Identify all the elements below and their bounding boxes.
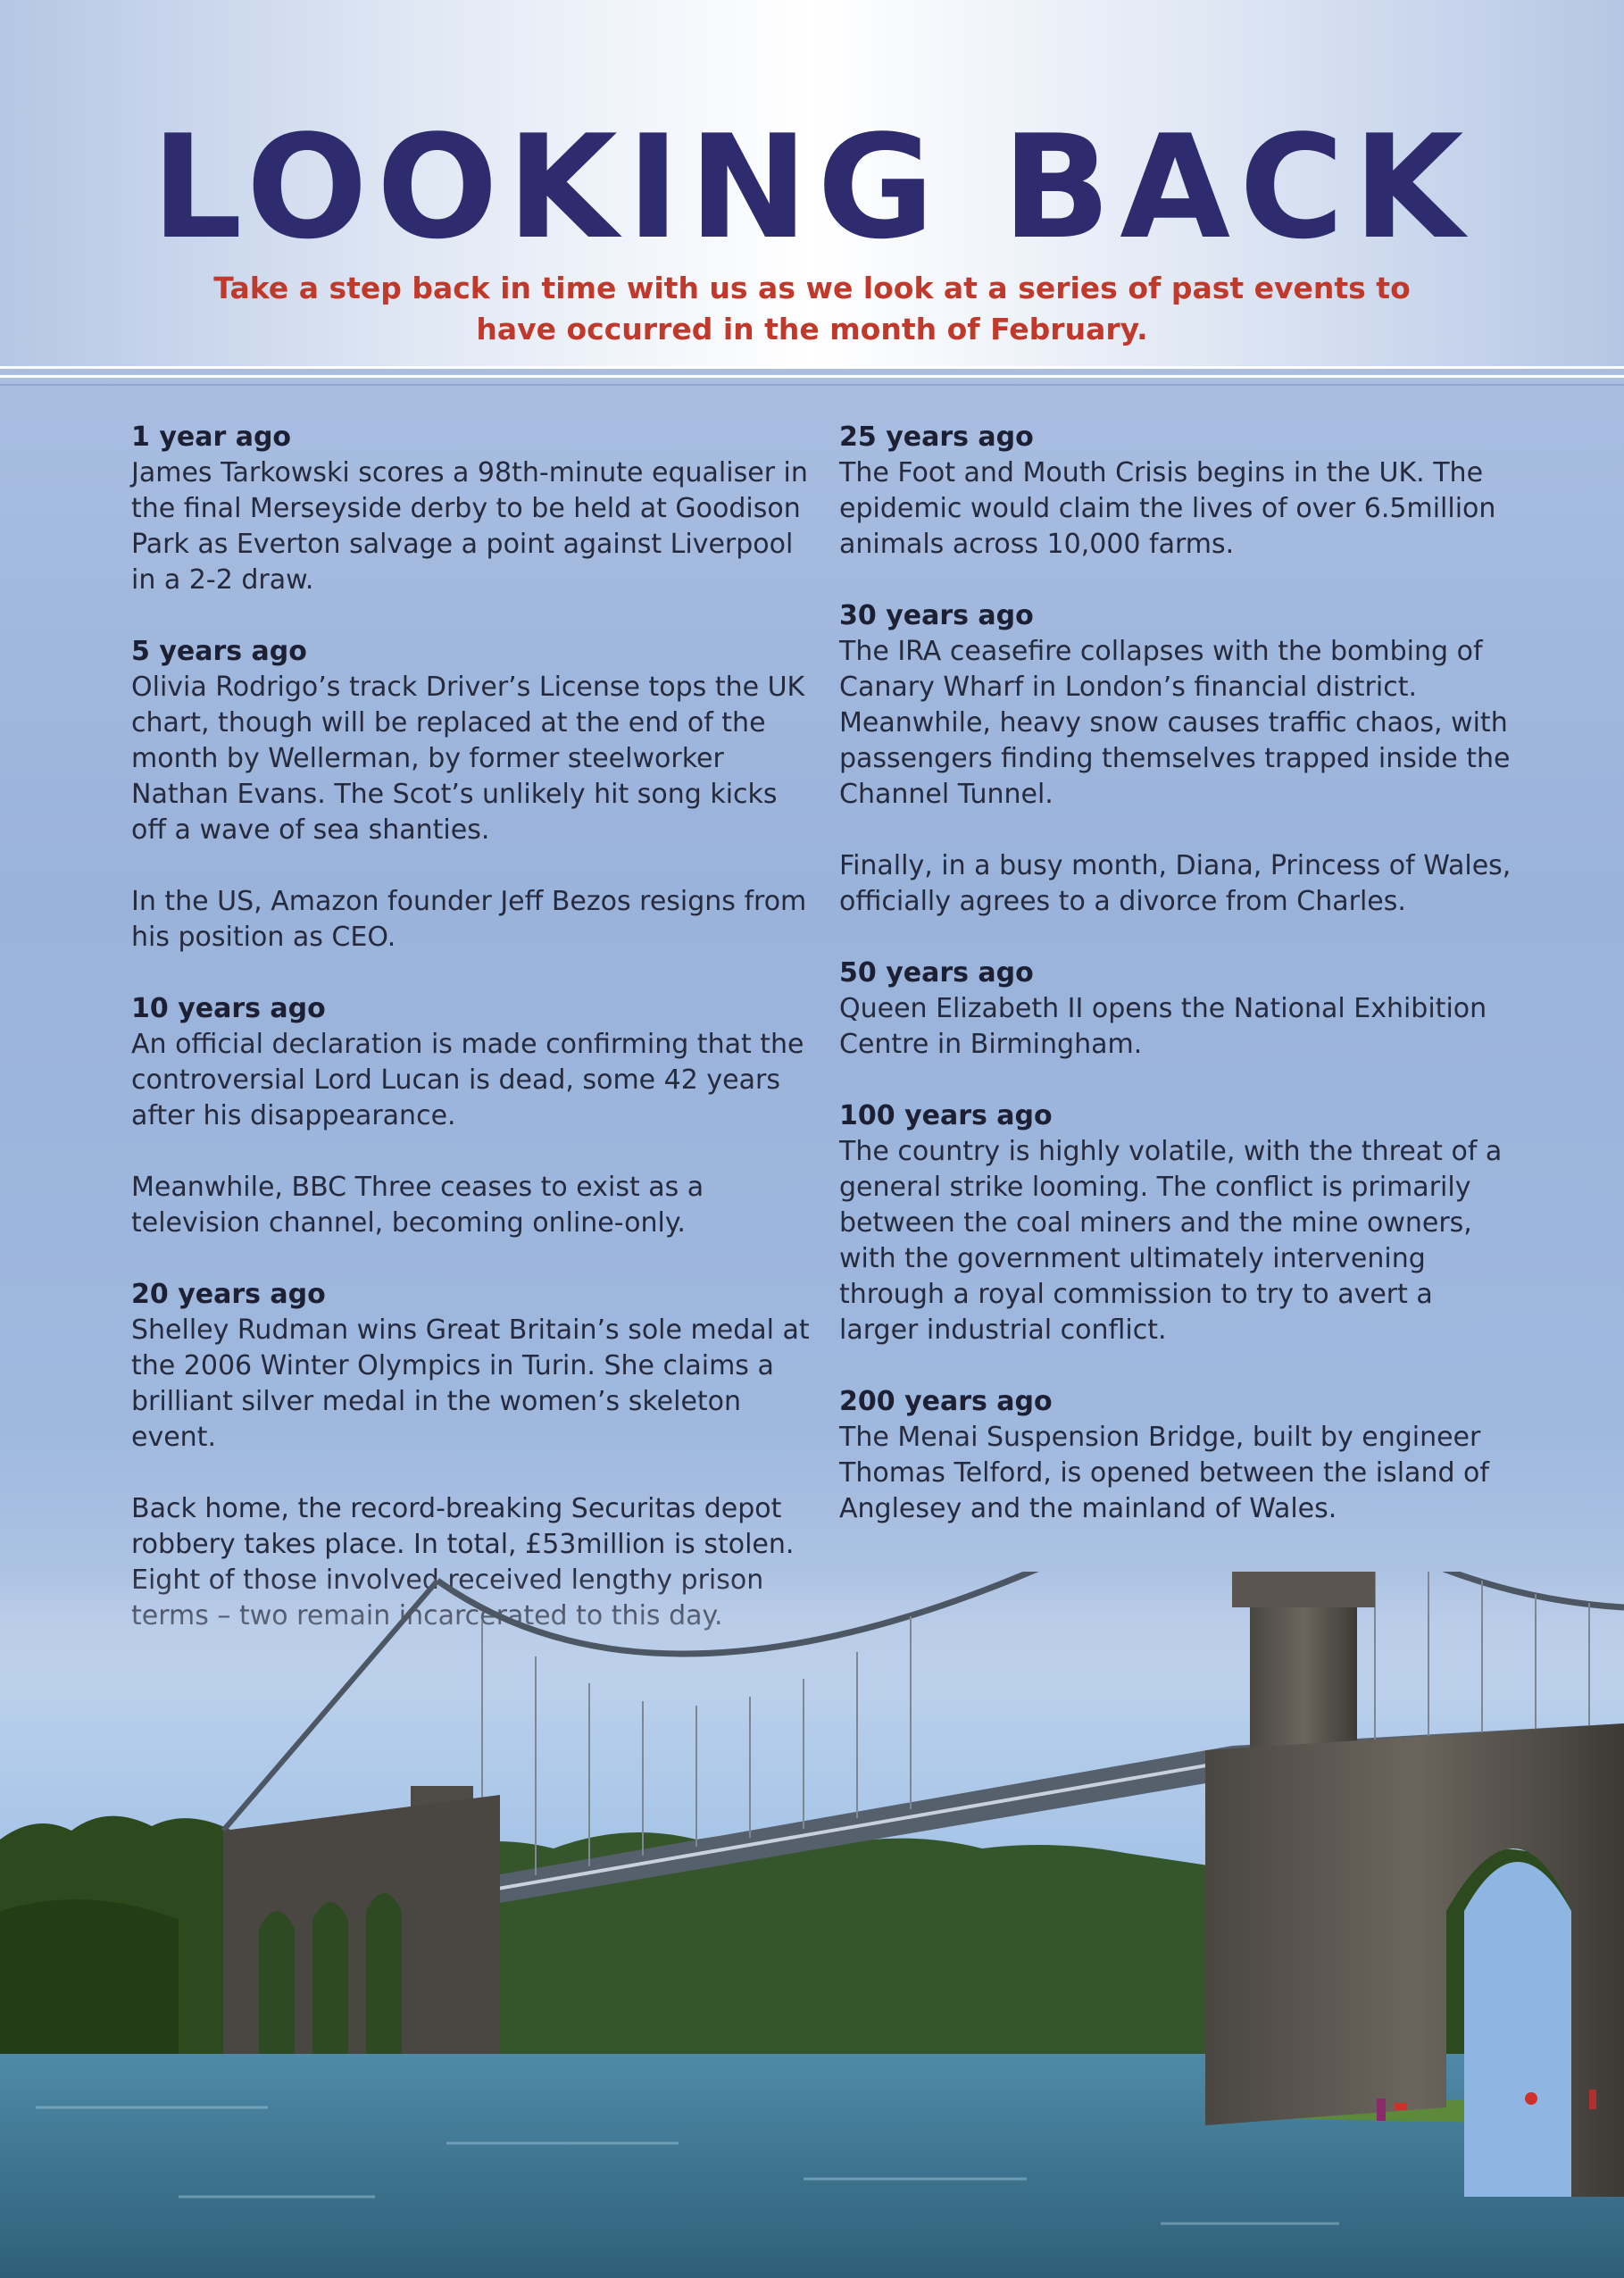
timeline-entry (131, 634, 810, 955)
entry-heading: 50 years ago (839, 957, 1034, 989)
entry-paragraph: The IRA ceasefire collapses with the bombing of Canary Wharf in London’s financial district. Meanwhile, heavy snow causes traffic chaos, with passengers finding themselves trapped inside the Channel Tunnel. (839, 636, 1511, 810)
header-divider (0, 384, 1624, 386)
timeline-entry (839, 420, 1518, 563)
entry-heading: 5 years ago (131, 636, 307, 667)
left-column (131, 420, 810, 1670)
entry-paragraph: Shelley Rudman wins Great Britain’s sole medal at the 2006 Winter Olympics in Turin. She claims a brilliant silver medal in the women’s skeleton event. (131, 1314, 810, 1453)
entry-paragraph: The country is highly volatile, with the threat of a general strike looming. The conflict is primarily between the coal miners and the mine owners, with the government ultimately intervening through a royal commission to try to avert a larger industrial conflict. (839, 1136, 1503, 1346)
entry-paragraph: Meanwhile, BBC Three ceases to exist as a television channel, becoming online-only. (131, 1172, 704, 1239)
entry-heading: 25 years ago (839, 421, 1034, 453)
entry-heading: 30 years ago (839, 600, 1034, 631)
page-title: LOOKING BACK (151, 104, 1473, 271)
menai-bridge-photo (0, 1572, 1624, 2278)
entry-paragraph: An official declaration is made confirming that the controversial Lord Lucan is dead, some 42 years after his disappearance. (131, 1029, 804, 1131)
header-divider (0, 375, 1624, 378)
entry-heading: 100 years ago (839, 1100, 1053, 1131)
timeline-entry (131, 991, 810, 1241)
entry-paragraph: Queen Elizabeth II opens the National Exhibition Centre in Birmingham. (839, 993, 1487, 1060)
entry-paragraph: Finally, in a busy month, Diana, Princess of Wales, officially agrees to a divorce from Charles. (839, 850, 1512, 917)
timeline-entry (839, 598, 1518, 920)
entry-paragraph: James Tarkowski scores a 98th-minute equaliser in the final Merseyside derby to be held at Goodison Park as Everton salvage a point against Liverpool in a 2-2 draw. (131, 457, 808, 596)
entry-paragraph: Olivia Rodrigo’s track Driver’s License tops the UK chart, though will be replaced at the end of the month by Wellerman, by former steelworker Nathan Evans. The Scot’s unlikely hit song kicks off a wave of sea shanties. (131, 672, 805, 846)
header-divider (0, 366, 1624, 369)
entry-heading: 200 years ago (839, 1386, 1053, 1417)
entry-paragraph: In the US, Amazon founder Jeff Bezos resigns from his position as CEO. (131, 886, 807, 953)
entry-heading: 10 years ago (131, 993, 326, 1024)
timeline-entry (131, 420, 810, 598)
right-column (839, 420, 1518, 1563)
entry-heading: 1 year ago (131, 421, 292, 453)
timeline-entry (839, 1384, 1518, 1527)
entry-paragraph: The Menai Suspension Bridge, built by engineer Thomas Telford, is opened between the island of Anglesey and the mainland of Wales. (839, 1422, 1489, 1524)
timeline-entry (839, 955, 1518, 1063)
page-subtitle: Take a step back in time with us as we look at a series of past events to have occurred in the month of February. (213, 271, 1411, 346)
entry-heading: 20 years ago (131, 1279, 326, 1310)
entry-paragraph: Back home, the record-breaking Securitas depot robbery takes place. In total, £53million is stolen. (131, 1493, 795, 1560)
entry-paragraph: The Foot and Mouth Crisis begins in the UK. The epidemic would claim the lives of over 6.5million animals across 10,000 farms. (839, 457, 1496, 560)
timeline-entry (839, 1098, 1518, 1348)
